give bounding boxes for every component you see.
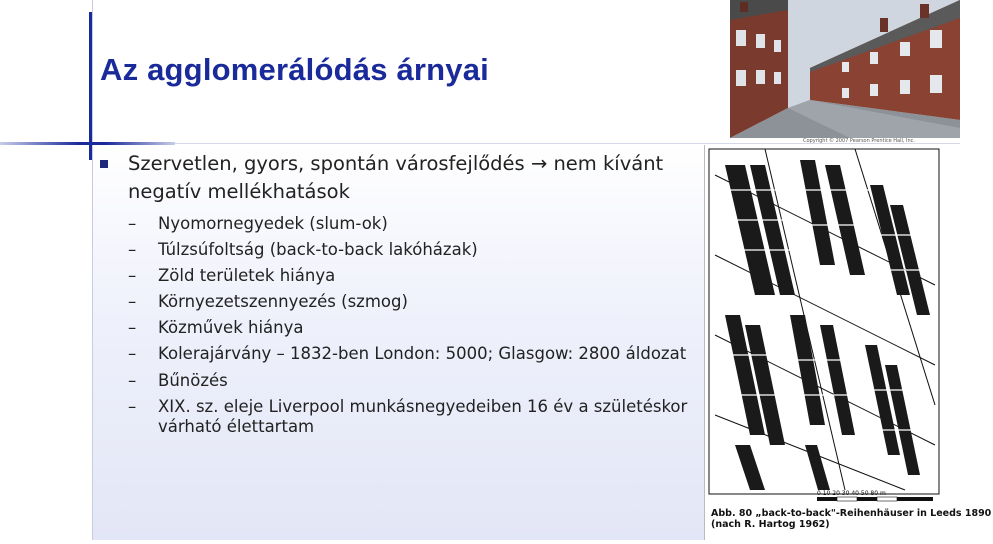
leeds-street-map: [704, 145, 992, 540]
list-item: – XIX. sz. eleje Liverpool munkásnegyedeiben 16 év a születéskor várható élettartam: [128, 397, 688, 436]
list-item: – Környezetszennyezés (szmog): [128, 292, 408, 311]
street-photo-illustration: [730, 0, 960, 138]
map-caption: Abb. 80 „back-to-back"-Reihenhäuser in Leeds 1890 (nach R. Hartog 1962): [711, 508, 992, 530]
main-bullet-text: Szervetlen, gyors, spontán városfejlődés → nem kívánt negatív mellékhatások: [128, 152, 664, 203]
photo-credit: Copyright © 2007 Pearson Prentice Hall, Inc.: [803, 138, 916, 144]
list-item: – Bűnözés: [128, 371, 228, 390]
scale-label: 0 10 20 30 40 50 80 m: [817, 490, 886, 497]
list-item: – Zöld területek hiánya: [128, 266, 336, 285]
list-item: – Kolerajárvány – 1832-ben London: 5000; Glasgow: 2800 áldozat: [128, 344, 687, 363]
scale-bar: [817, 497, 933, 501]
accent-vertical: [89, 12, 92, 160]
list-item: – Közművek hiánya: [128, 318, 304, 337]
list-item: – Nyomornegyedek (slum-ok): [128, 214, 388, 233]
sub-bullet-list: [128, 211, 688, 441]
back-to-back-housing-map: [705, 145, 945, 540]
slide-title: Az agglomerálódás árnyai: [100, 52, 489, 87]
main-bullet: [100, 150, 680, 206]
divider-vertical: [92, 0, 93, 540]
square-bullet-icon: [100, 160, 108, 168]
list-item: – Túlzsúfoltság (back-to-back lakóházak): [128, 240, 478, 259]
accent-horizontal: [0, 142, 175, 145]
street-photo: [730, 0, 960, 144]
